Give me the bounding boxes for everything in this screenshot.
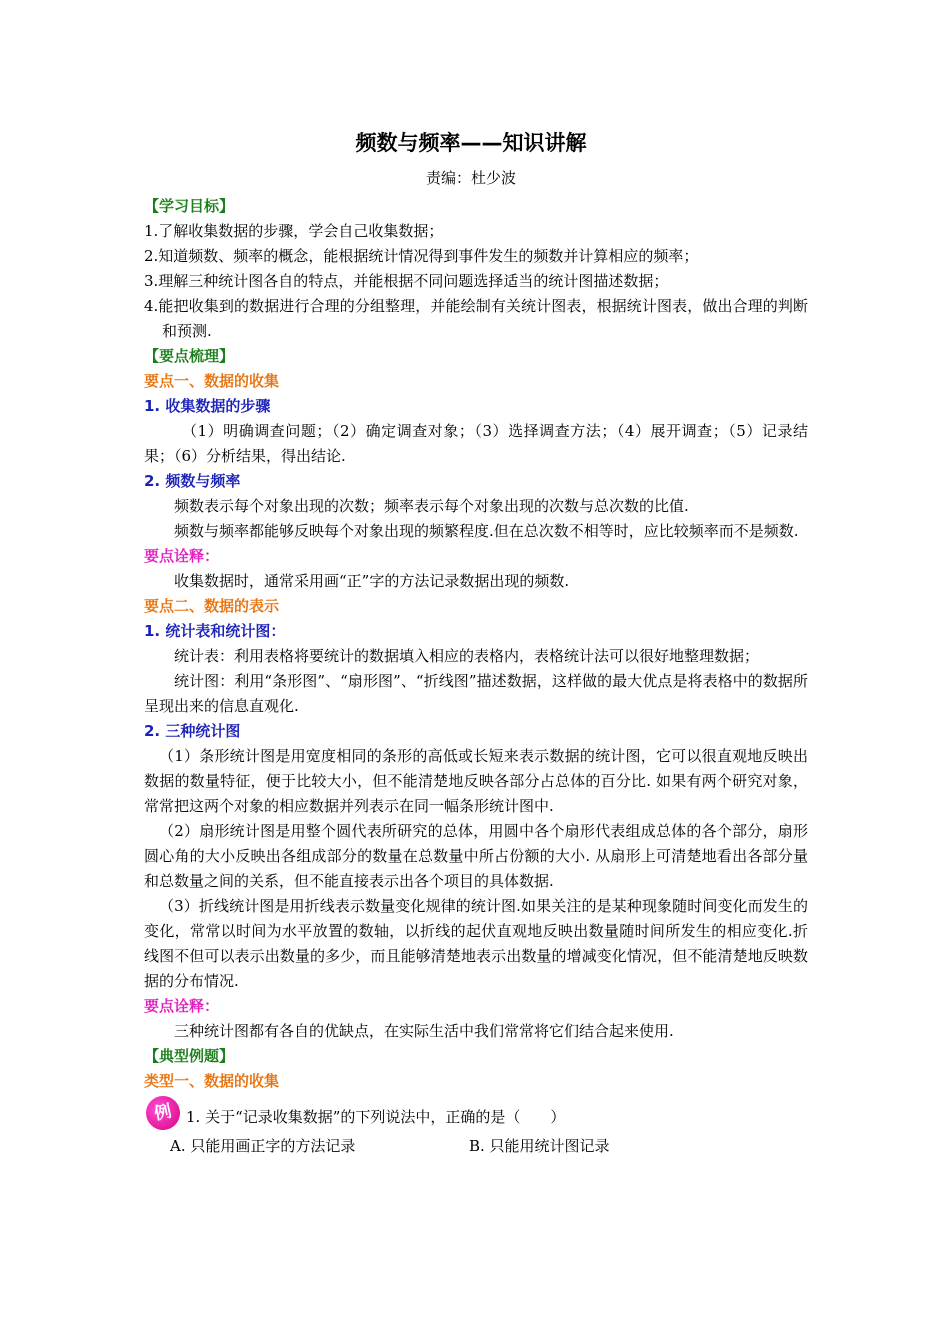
paragraph-collect-steps: （1）明确调查问题；（2）确定调查对象；（3）选择调查方法；（4）展开调查；（5）记录结果；（6）分析结果，得出结论. — [144, 422, 808, 465]
note-label: 要点诠释： — [144, 997, 220, 1015]
paragraph-stat-table: 统计表：利用表格将要统计的数据填入相应的表格内，表格统计法可以很好地整理数据； — [174, 647, 760, 665]
note-label: 要点诠释： — [144, 547, 220, 565]
editor-credit: 责编：杜少波 — [425, 169, 516, 187]
example-badge-icon: 例 — [143, 1093, 183, 1133]
goal-item: 4.能把收集到的数据进行合理的分组整理，并能绘制有关统计图表，根据统计图表，做出合理的判断和预测. — [144, 297, 808, 340]
subheading-three-charts: 2. 三种统计图 — [144, 722, 241, 740]
note-text: 三种统计图都有各自的优缺点，在实际生活中我们常常将它们结合起来使用. — [174, 1022, 674, 1040]
section-heading-examples: 【典型例题】 — [144, 1047, 235, 1065]
key-point-1-title: 要点一、数据的收集 — [144, 372, 280, 390]
subheading-frequency: 2. 频数与频率 — [144, 472, 241, 490]
paragraph-bar-chart: （1）条形统计图是用宽度相同的条形的高低或长短来表示数据的统计图，它可以很直观地反映出数据的数量特征，便于比较大小，但不能清楚地反映各部分占总体的百分比. 如果有两个研究对象，常常把这两个对象的相应数据并列表示在同一幅条形统计图中. — [144, 747, 808, 815]
subheading-collect-steps: 1. 收集数据的步骤 — [144, 397, 271, 415]
document-page — [144, 124, 808, 1160]
option-a: A. 只能用画正字的方法记录 — [170, 1137, 356, 1155]
goal-item: 3.理解三种统计图各自的特点，并能根据不同问题选择适当的统计图描述数据； — [144, 272, 669, 290]
note-text: 收集数据时，通常采用画“正”字的方法记录数据出现的频数. — [174, 572, 570, 590]
section-heading-goals: 【学习目标】 — [144, 197, 235, 215]
type-1-title: 类型一、数据的收集 — [144, 1072, 280, 1090]
example-question — [144, 1102, 808, 1132]
paragraph-stat-chart: 统计图：利用“条形图”、“扇形图”、“折线图”描述数据，这样做的最大优点是将表格中的数据所呈现出来的信息直观化. — [144, 672, 808, 715]
subheading-tables-charts: 1. 统计表和统计图： — [144, 622, 286, 640]
paragraph-frequency-def: 频数表示每个对象出现的次数；频率表示每个对象出现的次数与总次数的比值. — [174, 497, 689, 515]
section-heading-points: 【要点梳理】 — [144, 347, 235, 365]
example-options — [144, 1132, 808, 1160]
goal-item: 1.了解收集数据的步骤，学会自己收集数据； — [144, 222, 444, 240]
option-b: B. 只能用统计图记录 — [469, 1137, 610, 1155]
paragraph-frequency-compare: 频数与频率都能够反映每个对象出现的频繁程度.但在总次数不相等时，应比较频率而不是频数. — [174, 522, 799, 540]
page-title: 频数与频率——知识讲解 — [355, 131, 587, 155]
paragraph-pie-chart: （2）扇形统计图是用整个圆代表所研究的总体，用圆中各个扇形代表组成总体的各个部分，扇形圆心角的大小反映出各组成部分的数量在总数量中所占份额的大小. 从扇形上可清楚地看出各部分量和总数量之间的关系，但不能直接表示出各个项目的具体数据. — [144, 822, 808, 890]
goal-item: 2.知道频数、频率的概念，能根据统计情况得到事件发生的频数并计算相应的频率； — [144, 247, 699, 265]
key-point-2-title: 要点二、数据的表示 — [144, 597, 280, 615]
paragraph-line-chart: （3）折线统计图是用折线表示数量变化规律的统计图.如果关注的是某种现象随时间变化而发生的变化，常常以时间为水平放置的数轴，以折线的起伏直观地反映出数量随时间所发生的相应变化.折线图不但可以表示出数量的多少，而且能够清楚地表示出数量的增减变化情况，但不能清楚地反映数据的分布情况. — [144, 897, 808, 990]
example-question-text: 1. 关于“记录收集数据”的下列说法中，正确的是（ ） — [186, 1108, 566, 1126]
